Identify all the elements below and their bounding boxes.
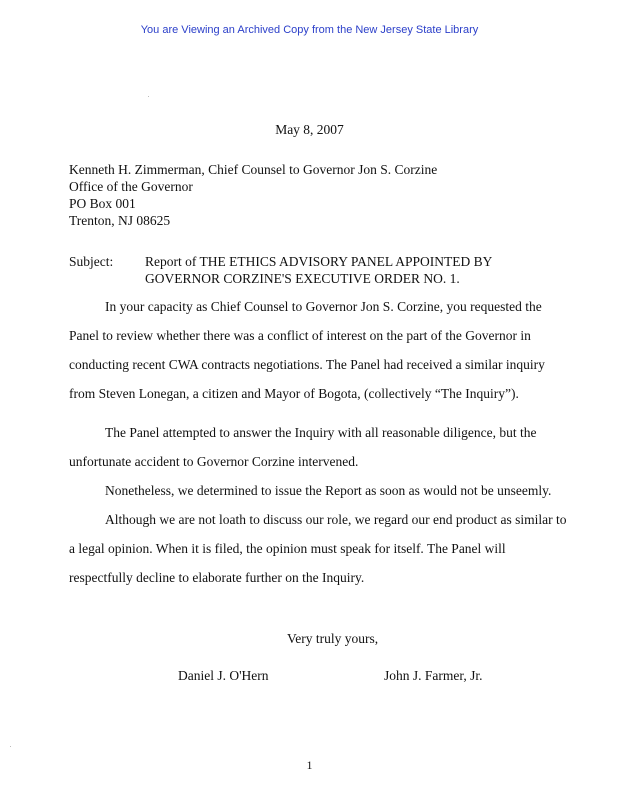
address-line: Trenton, NJ 08625: [69, 213, 171, 228]
paragraph-line: from Steven Lonegan, a citizen and Mayor of Bogota, (collectively “The Inquiry”).: [69, 386, 519, 401]
closing: Very truly yours,: [287, 631, 379, 646]
subject-label: Subject:: [69, 254, 114, 269]
paragraph-line: Although we are not loath to discuss our role, we regard our end product as similar to: [105, 512, 567, 527]
scan-speck: [10, 746, 11, 747]
signature-ohern: Daniel J. O'Hern: [178, 668, 269, 683]
paragraph-line: a legal opinion. When it is filed, the opinion must speak for itself. The Panel will: [69, 541, 506, 556]
archive-banner: You are Viewing an Archived Copy from the New Jersey State Library: [140, 24, 479, 36]
signature-farmer: John J. Farmer, Jr.: [384, 668, 483, 683]
letter-date: May 8, 2007: [275, 122, 344, 137]
address-line: Kenneth H. Zimmerman, Chief Counsel to Governor Jon S. Corzine: [69, 162, 438, 177]
paragraph-2: [69, 418, 565, 476]
paragraph-line: The Panel attempted to answer the Inquiry with all reasonable diligence, but the: [105, 425, 537, 440]
subject-line: Report of THE ETHICS ADVISORY PANEL APPOINTED BY: [145, 254, 493, 269]
paragraph-1: [69, 292, 565, 408]
subject-line: GOVERNOR CORZINE'S EXECUTIVE ORDER NO. 1.: [145, 271, 460, 286]
address-line: Office of the Governor: [69, 179, 193, 194]
subject-text: [145, 253, 492, 287]
address-line: PO Box 001: [69, 196, 136, 211]
paragraph-line: Nonetheless, we determined to issue the Report as soon as would not be unseemly.: [105, 483, 552, 498]
recipient-address: [69, 161, 437, 229]
scan-speck: [148, 96, 149, 97]
paragraph-line: In your capacity as Chief Counsel to Governor Jon S. Corzine, you requested the: [105, 299, 542, 314]
paragraph-line: respectfully decline to elaborate further on the Inquiry.: [69, 570, 365, 585]
paragraph-line: unfortunate accident to Governor Corzine intervened.: [69, 454, 359, 469]
paragraph-line: conducting recent CWA contracts negotiations. The Panel had received a similar inquiry: [69, 357, 545, 372]
page-number: 1: [306, 758, 313, 772]
paragraph-4: [69, 505, 565, 592]
paragraph-line: Panel to review whether there was a conflict of interest on the part of the Governor in: [69, 328, 531, 343]
paragraph-3: [69, 476, 565, 505]
